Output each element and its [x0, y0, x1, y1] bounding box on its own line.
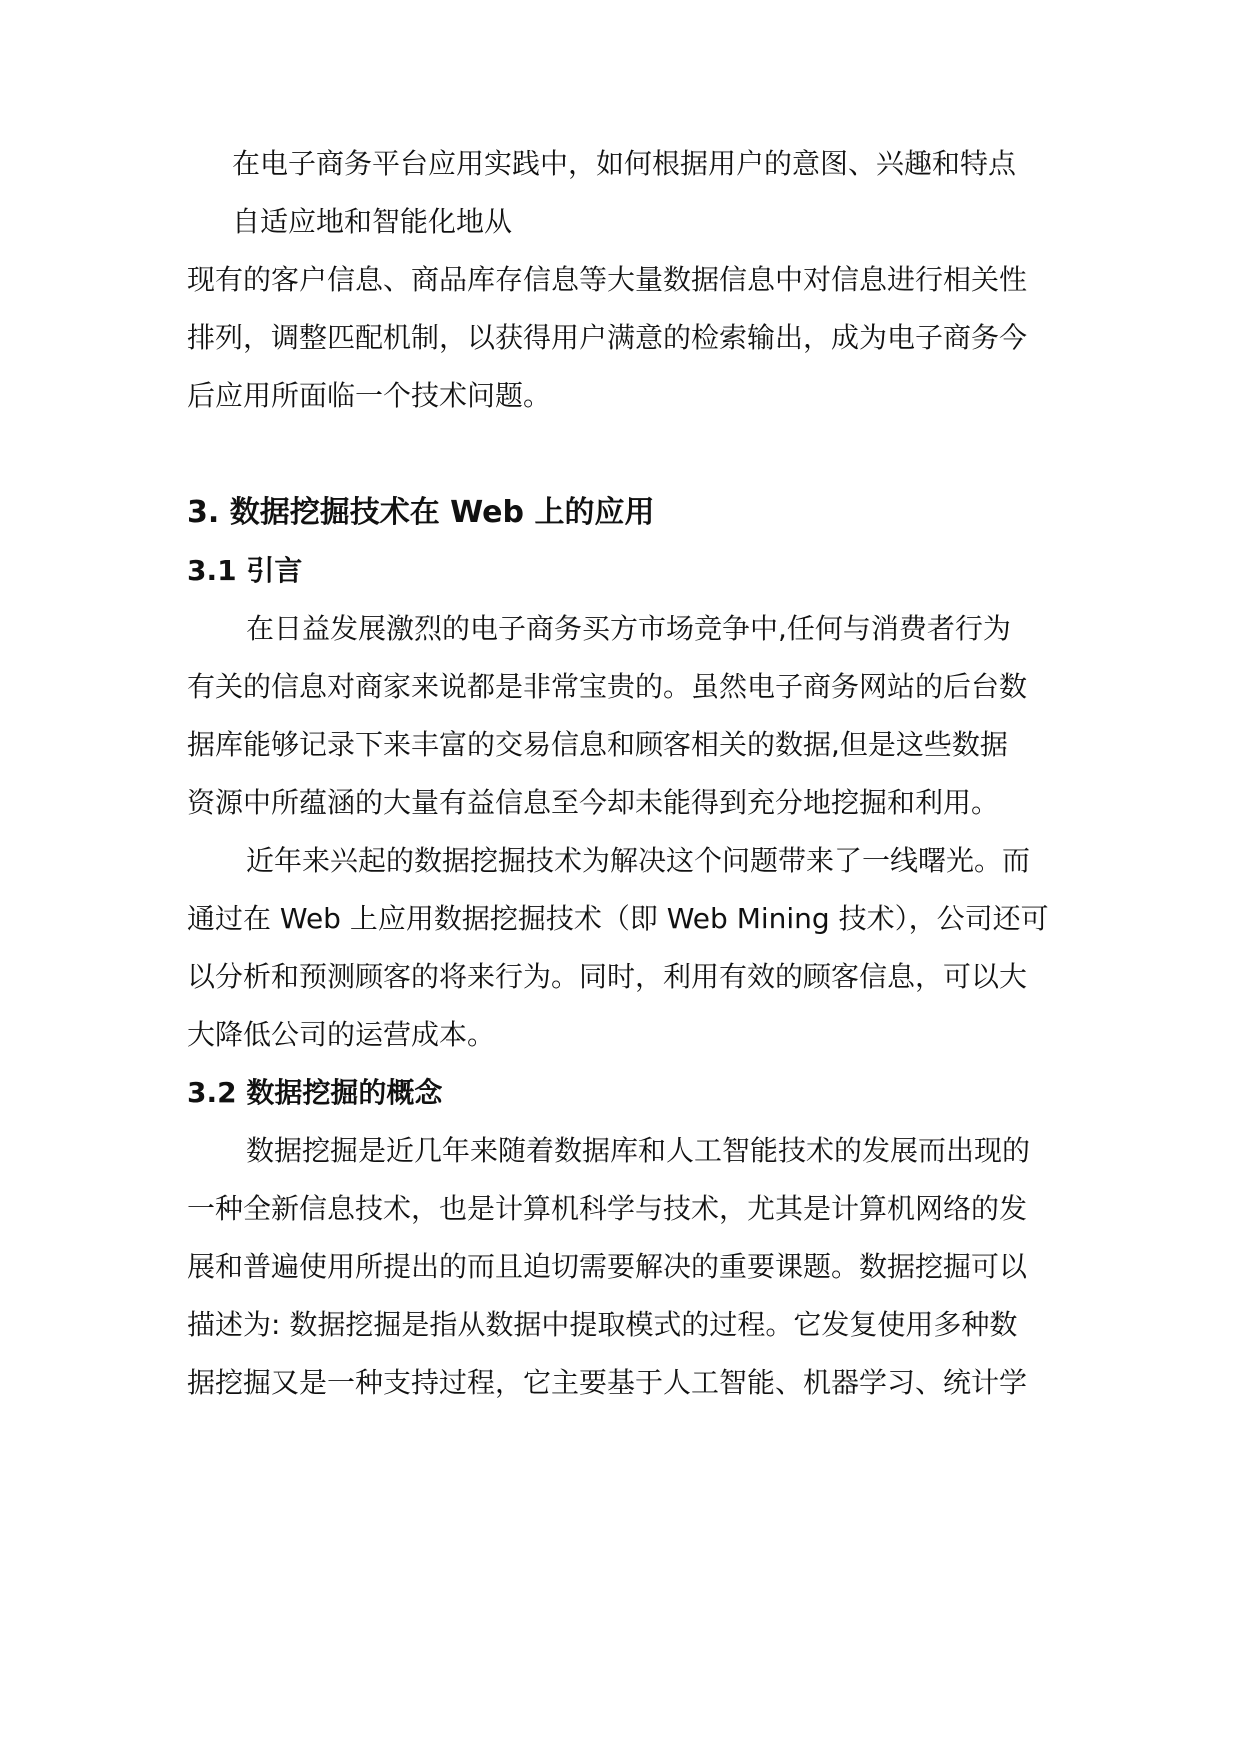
- paragraph-line: 有关的信息对商家来说都是非常宝贵的。虽然电子商务网站的后台数: [187, 670, 1028, 703]
- paragraph-line: 以分析和预测顾客的将来行为。同时，利用有效的顾客信息，可以大: [187, 960, 1028, 993]
- paragraph-line: 一种全新信息技术，也是计算机科学与技术，尤其是计算机网络的发: [187, 1192, 1028, 1225]
- paragraph-line: 自适应地和智能化地从: [232, 205, 513, 238]
- paragraph-line: 现有的客户信息、商品库存信息等大量数据信息中对信息进行相关性: [187, 263, 1028, 296]
- paragraph-line: 大降低公司的运营成本。: [187, 1018, 496, 1051]
- paragraph-line: 近年来兴起的数据挖掘技术为解决这个问题带来了一线曙光。而: [246, 844, 1031, 877]
- paragraph-line: 在日益发展激烈的电子商务买方市场竞争中,任何与消费者行为: [246, 612, 1011, 645]
- paragraph-line: 展和普遍使用所提出的而且迫切需要解决的重要课题。数据挖掘可以: [187, 1250, 1028, 1283]
- subsection-heading: 3.1 引言: [187, 554, 303, 587]
- paragraph-line: 据库能够记录下来丰富的交易信息和顾客相关的数据,但是这些数据: [187, 728, 1008, 761]
- paragraph-line: 通过在 Web 上应用数据挖掘技术（即 Web Mining 技术），公司还可: [187, 902, 1049, 935]
- paragraph-line: 排列，调整匹配机制，以获得用户满意的检索输出，成为电子商务今: [187, 321, 1028, 354]
- paragraph-line: 据挖掘又是一种支持过程，它主要基于人工智能、机器学习、统计学: [187, 1366, 1028, 1399]
- paragraph-line: 描述为: 数据挖掘是指从数据中提取模式的过程。它发复使用多种数: [187, 1308, 1018, 1341]
- section-heading: 3. 数据挖掘技术在 Web 上的应用: [187, 495, 655, 530]
- subsection-heading: 3.2 数据挖掘的概念: [187, 1076, 443, 1109]
- paragraph-line: 在电子商务平台应用实践中，如何根据用户的意图、兴趣和特点: [232, 147, 1017, 180]
- paragraph-line: 数据挖掘是近几年来随着数据库和人工智能技术的发展而出现的: [246, 1134, 1031, 1167]
- paragraph-line: 资源中所蕴涵的大量有益信息至今却未能得到充分地挖掘和利用。: [187, 786, 1000, 819]
- paragraph-line: 后应用所面临一个技术问题。: [187, 379, 552, 412]
